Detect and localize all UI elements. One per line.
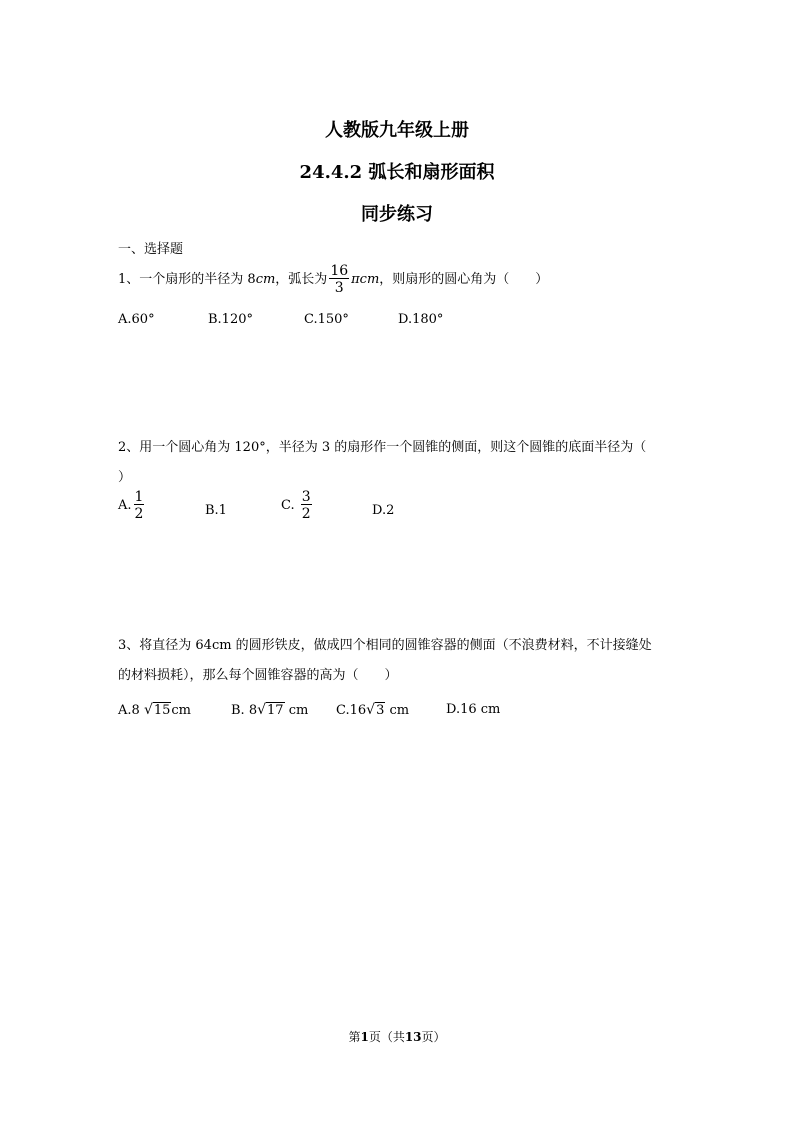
footer-page-number: 1 xyxy=(360,1030,369,1044)
q3-option-b-post: cm xyxy=(284,703,309,718)
q2-option-a-fraction xyxy=(134,490,145,521)
q3-option-a-pre: A.8 xyxy=(118,703,144,718)
sqrt-icon: √ xyxy=(143,702,153,718)
q3-option-a-sqrt xyxy=(144,702,171,718)
q2-option-c-num: 3 xyxy=(301,489,311,505)
doc-title-line1: 人教版九年级上册 xyxy=(325,120,469,141)
q1-mid: ，弧长为 xyxy=(275,272,328,287)
q3-option-c-sqrt xyxy=(366,702,385,718)
section-heading: 一、选择题 xyxy=(118,242,184,257)
q2-option-b: B.1 xyxy=(205,503,227,518)
doc-title-line2: 24.4.2 弧长和扇形面积 xyxy=(299,162,495,183)
q2-option-c xyxy=(281,490,314,521)
q3-option-c xyxy=(336,702,409,718)
question-2-line2: ） xyxy=(118,470,132,485)
q1-option-c: C.150° xyxy=(304,312,349,327)
q3-option-d: D.16 cm xyxy=(446,702,501,717)
q3-option-c-pre: C.16 xyxy=(336,703,367,718)
q3-option-a-post: cm xyxy=(171,703,192,718)
doc-title-line3: 同步练习 xyxy=(361,204,433,225)
q1-option-b: B.120° xyxy=(208,312,253,327)
q2-option-d: D.2 xyxy=(372,503,395,518)
q2-option-c-den: 2 xyxy=(301,506,311,522)
q1-suffix: ，则扇形的圆心角为（ ） xyxy=(379,272,549,287)
q1-pi-unit: πcm xyxy=(351,272,380,287)
page-footer xyxy=(0,1028,794,1045)
q1-frac-den: 3 xyxy=(334,280,344,296)
q2-option-a xyxy=(118,490,146,521)
q3-option-b xyxy=(231,702,308,718)
footer-pre: 第 xyxy=(348,1030,361,1044)
q1-option-d: D.180° xyxy=(398,312,444,327)
q1-option-a: A.60° xyxy=(118,312,155,327)
sqrt-icon: √ xyxy=(366,702,376,718)
q2-option-a-num: 1 xyxy=(134,489,144,505)
footer-mid: 页（共 xyxy=(368,1030,405,1044)
question-2-line1: 2、用一个圆心角为 120°，半径为 3 的扇形作一个圆锥的侧面，则这个圆锥的底面半径为（ xyxy=(118,440,647,455)
q2-option-a-den: 2 xyxy=(134,506,144,522)
footer-total-pages: 13 xyxy=(404,1030,422,1044)
sqrt-icon: √ xyxy=(257,702,267,718)
q3-option-a-radicand: 15 xyxy=(153,703,171,718)
q1-fraction xyxy=(329,264,349,295)
q2-option-c-label: C. xyxy=(281,498,299,513)
q1-prefix: 1、一个扇形的半径为 8 xyxy=(118,272,256,287)
question-3-line2: 的材料损耗），那么每个圆锥容器的高为（ ） xyxy=(118,668,398,683)
q1-unit: cm xyxy=(255,272,276,287)
q3-option-b-sqrt xyxy=(257,702,284,718)
q3-option-c-post: cm xyxy=(385,703,410,718)
q3-option-a xyxy=(118,702,191,718)
q3-option-b-radicand: 17 xyxy=(267,703,284,718)
q2-option-c-fraction xyxy=(301,490,312,521)
q3-option-b-pre: B. 8 xyxy=(231,703,258,718)
q2-option-a-label: A. xyxy=(118,498,132,513)
q1-frac-num: 16 xyxy=(330,263,349,279)
q3-option-c-radicand: 3 xyxy=(376,703,385,718)
question-1 xyxy=(118,264,548,295)
question-3-line1: 3、将直径为 64cm 的圆形铁皮，做成四个相同的圆锥容器的侧面（不浪费材料，不计接缝处 xyxy=(118,638,652,653)
footer-post: 页） xyxy=(421,1030,446,1044)
